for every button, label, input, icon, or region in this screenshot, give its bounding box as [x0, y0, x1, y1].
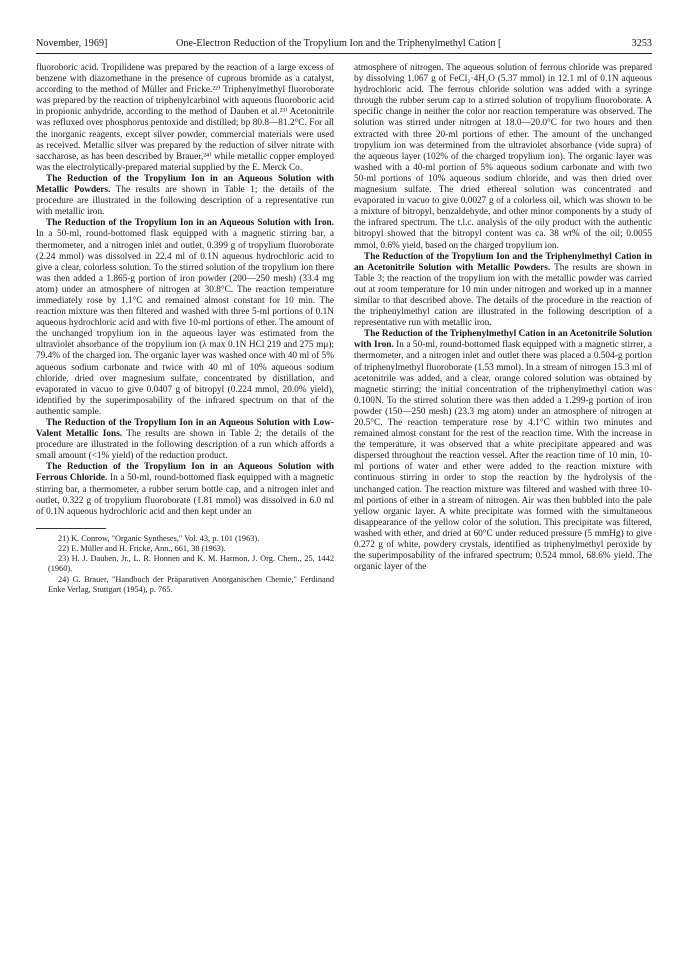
header-date: November, 1969] — [36, 38, 108, 49]
paragraph-text: The results are shown in Table 1; the details of the procedure are illustrated in the following description of a representative run with metallic iron. — [36, 185, 334, 218]
section-paragraph — [354, 252, 652, 330]
footnote: 22) E. Müller and H. Fricke, Ann., 661, 38 (1963). — [58, 544, 226, 554]
section-paragraph — [36, 418, 334, 462]
header-rule — [36, 53, 652, 54]
running-header — [36, 38, 652, 52]
paragraph-text: In a 50-ml, round-bottomed flask equipped with a magnetic stirring bar, a thermometer, and a nitrogen inlet and outlet, 0.399 g of tropylium fluoroborate (2.24 mmol) was dissolved in 22.4 ml of 0.1N aqueous hydrochloric acid to give a clear, colorless solution. To the stirred solution of the tropylium ion there was then added a 1.865-g portion of iron powder (200—250 mesh) (33.4 mg atom) under an atmosphere of nitrogen at 30.8°C. The reaction temperature immediately rose by 1.1°C and remained almost constant for 10 min. The reaction mixture was then filtered and washed with three 5-ml portions of 0.1N aqueous hydrochloric acid and with five 10-ml portions of ether. The amount of the unchanged tropylium ion in the aqueous layer was estimated from the ultraviolet absorbance of the tropylium ion (λ max 0.1N HCl 219 and 275 mμ); 79.4% of the charged ion. The organic layer was washed once with 40 ml of 5% aqueous sodium carbonate and twice with 40 ml of 10% aqueous sodium chloride, dried over magnesium sulfate, concentrated by distillation, and evaporated in vacuo to give 0.0407 g of bitropyl (0.224 mmol, 20.0% yield), identified by the superimposability of the infrared spectrum on that of the authentic sample. — [36, 229, 334, 417]
right-column — [354, 63, 652, 573]
paragraph-text: The results are shown in Table 3; the reaction of the tropylium ion with the metallic powder was carried out at room temperature for 10 min under nitrogen and worked up in a manner similar to that described above. The details of the procedure in the reaction of the triphenylmethyl cation are illustrated in the following description of a representative run with metallic iron. — [354, 262, 652, 329]
section-paragraph — [36, 174, 334, 218]
section-heading: The Reduction of the Tropylium Ion and the Triphenylmethyl Cation in an Acetonitrile Solution with Metallic Powders. — [354, 251, 652, 273]
section-heading: The Reduction of the Tropylium Ion in an Aqueous Solution with Metallic Powders. — [36, 173, 334, 196]
header-title: One-Electron Reduction of the Tropylium Ion and the Triphenylmethyl Cation [ — [176, 38, 502, 49]
footnote: 24) G. Brauer, "Handbuch der Präparativen Anorganischen Chemie," Ferdinand Enke Verlag, Stuttgart (1954), p. 765. — [48, 574, 334, 594]
section-paragraph — [354, 329, 652, 573]
paragraph: fluoroboric acid. Tropilidene was prepared by the reaction of a large excess of benzene with diazomethane in the presence of cuprous bromide as a catalyst, according to the method of Müller and Fricke.²²⁾ Triphenylmethyl fluoroborate was prepared by the reaction of triphenylcarbinol with aqueous fluoroboric acid in propionic anhydride, according to the method of Dauben et al.²³⁾ Acetonitrile was refluxed over phosphorus pentoxide and distilled; bp 80.8—81.2°C. For all the inorganic reagents, except silver powder, commercial materials were used as received. Metallic silver was prepared by the reduction of silver nitrate with saccharose, as has been described by Brauer,²⁴⁾ while metallic copper employed was the electrolytically-prepared material supplied by the E. Merck Co. — [36, 63, 334, 173]
section-heading: The Reduction of the Tropylium Ion in an Aqueous Solution with Ferrous Chloride. — [36, 462, 334, 484]
section-paragraph — [36, 218, 334, 418]
section-heading: The Reduction of the Tropylium Ion in an Aqueous Solution with Low-Valent Metallic Ions. — [36, 418, 334, 440]
page-number: 3253 — [631, 38, 652, 49]
paragraph-text: The results are shown in Table 2; the details of the procedure are illustrated in the following description of a run which affords a small amount (<1% yield) of the reduction product. — [36, 429, 334, 462]
paragraph-text: In a 50-ml, round-bottomed flask equipped with a magnetic stirrer, a thermometer, and a nitrogen inlet and outlet there was placed a 0.504-g portion of triphenylmethyl fluoroborate (1.53 mmol). In a stream of nitrogen 15.3 ml of acetonitrile was added, and a clear, orange colored solution was obtained by magnetic stirring; the initial concentration of the triphenylmethyl cation was 0.100N. To the stirred solution there was then added a 1.299-g portion of iron powder (150—250 mesh) (23.3 mg atom) under an atmosphere of nitrogen at 20.5°C. The reaction temperature rose by 4.1°C within two minutes and remained almost constant for the rest of the reaction time. With the increase in the temperature, it was observed that a white precipitate appeared and was dispersed throughout the reaction vessel. After the reaction time of 10 min, 10-ml portions of water and ether were added to the reaction mixture with continuous stirring in order to stop the reaction by the hydrolysis of the unchanged cation. The reaction mixture was filtered and washed with three 10-ml portions of ether in a stream of nitrogen. Air was then bubbled into the pale yellow organic layer. A white precipitate was formed with the simultaneous disappearance of the yellow color of the solution. This precipitate was filtered, washed with ether, and dried at 60°C under reduced pressure (5 mmHg) to give 0.272 g of white, powdery crystals, identified as triphenylmethyl peroxide by the superimposability of the infrared spectrum; 0.524 mmol, 68.6% yield. The organic layer of the — [354, 340, 653, 573]
footnote-rule — [36, 528, 106, 529]
paragraph-text: In a 50-ml, round-bottomed flask equipped with a magnetic stirring bar, a thermometer, a rubber serum bottle cap, and a nitrogen inlet and outlet, 0.322 g of tropylium fluoroborate (1.81 mmol) was dissolved in 6.0 ml of 0.1N aqueous hydrochloric acid and then kept under an — [36, 473, 334, 517]
footnote: 21) K. Conrow, "Organic Syntheses," Vol. 43, p. 101 (1963). — [58, 533, 260, 543]
section-heading: The Reduction of the Triphenylmethyl Cation in an Acetonitrile Solution with Iron. — [354, 329, 652, 351]
section-heading: The Reduction of the Tropylium Ion in an Aqueous Solution with Iron. — [46, 218, 334, 229]
left-column — [36, 63, 334, 595]
footnote: 23) H. J. Dauben, Jr., L. R. Honnen and K. M. Harmon, J. Org. Chem., 25, 1442 (1960). — [48, 554, 334, 574]
paragraph: atmosphere of nitrogen. The aqueous solution of ferrous chloride was prepared by dissolving 1.067 g of FeCl₂·4H₂O (5.37 mmol) in 12.1 ml of 0.1N aqueous hydrochloric acid. The ferrous chloride solution was added with a syringe through the rubber serum cap to a stirred solution of tropylium fluoroborate. A specific change in neither the color nor reaction temperature was observed. The solution was stirred under nitrogen at 18.0—20.0°C for two hours and then extracted with three 20-ml portions of ether. The amount of the unchanged tropylium ion was determined from the ultraviolet absorbance (vide supra) of the aqueous layer (102% of the charged tropylium ion). The organic layer was washed with a 40-ml portion of 5% aqueous sodium carbonate and with two 50-ml portions of 10% aqueous sodium chloride, and was then dried over magnesium sulfate. The dried ethereal solution was concentrated and evaporated in vacuo to give 0.0027 g of a colorless oil, which was shown to be a mixture of bitropyl, benzaldehyde, and other minor components by a study of the infrared spectrum. The t.l.c. analysis of the oily product with the authentic bitropyl showed that the bitropyl content was ca. 38 wt% of the oil; 0.0055 mmol, 0.6% yield, based on the charged tropylium ion. — [354, 63, 652, 251]
section-paragraph — [36, 462, 334, 517]
